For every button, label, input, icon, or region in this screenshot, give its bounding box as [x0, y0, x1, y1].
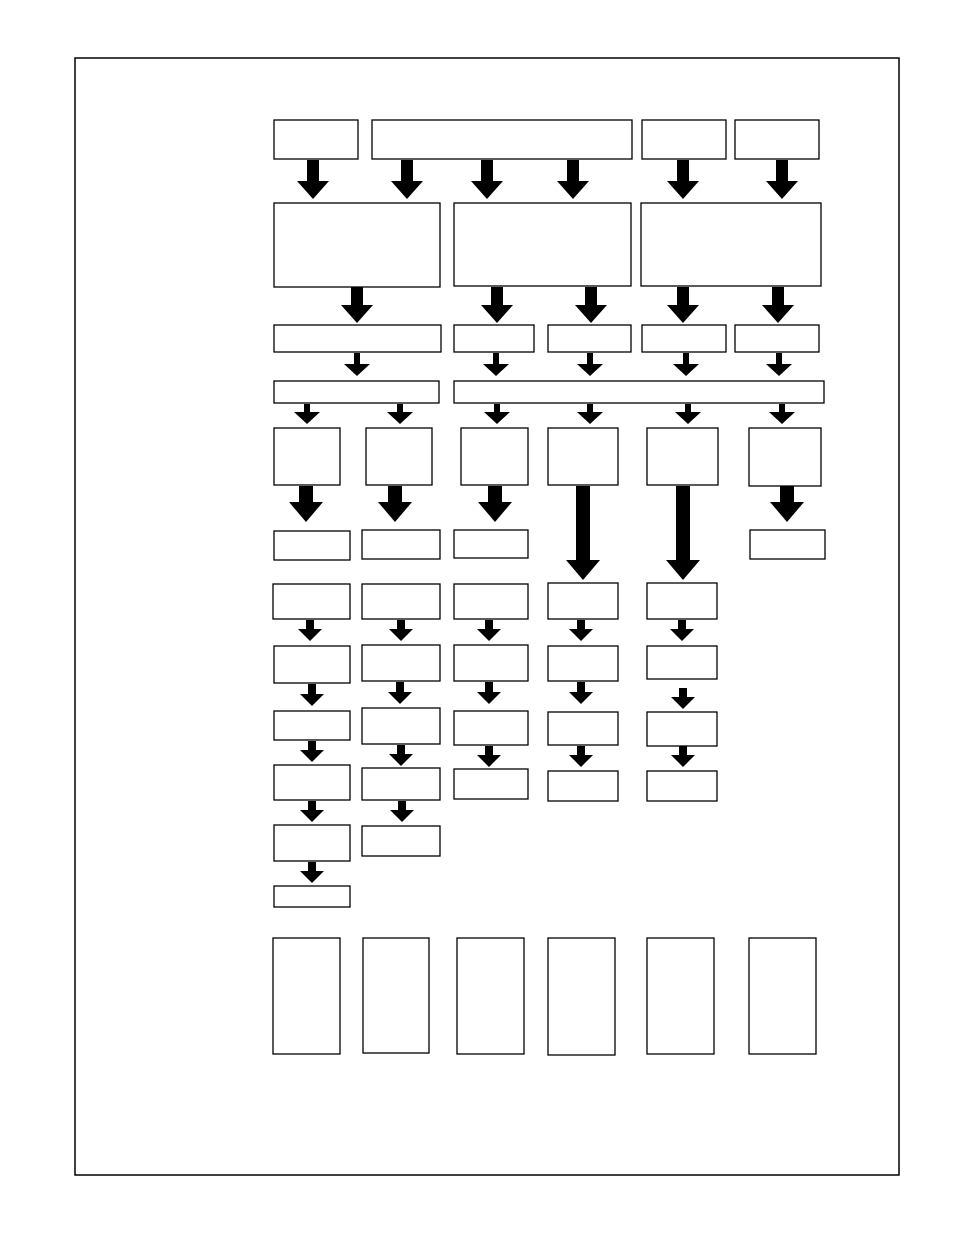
down-arrow-28 [666, 486, 700, 580]
down-arrow-20 [577, 404, 603, 424]
wide-bar-14 [454, 381, 824, 403]
stage-box-10 [548, 325, 631, 352]
down-arrow-6 [766, 160, 798, 199]
step-box-39 [647, 712, 717, 746]
step-box-28 [548, 583, 618, 619]
step-box-45 [274, 825, 350, 861]
step-box-37 [454, 711, 528, 745]
column-head-15 [274, 428, 340, 485]
down-arrow-3 [471, 160, 503, 199]
down-arrow-24 [378, 486, 412, 522]
down-arrow-17 [294, 404, 320, 424]
down-arrow-18 [387, 404, 413, 424]
column-head-17 [461, 428, 528, 485]
down-arrow-11 [762, 287, 794, 323]
step-box-43 [548, 771, 618, 801]
step-box-36 [362, 708, 440, 744]
down-arrow-9 [575, 287, 607, 323]
wide-bar-13 [274, 381, 439, 403]
terminal-box-48 [273, 938, 340, 1054]
down-arrow-36 [477, 682, 501, 704]
down-arrow-41 [477, 746, 501, 767]
down-arrow-14 [577, 353, 603, 376]
group-box-5 [274, 203, 440, 287]
flowchart-boxes [273, 120, 825, 1055]
down-arrow-7 [341, 287, 373, 323]
step-box-40 [274, 765, 350, 800]
terminal-box-49 [363, 938, 429, 1053]
down-arrow-23 [289, 486, 323, 522]
terminal-box-52 [647, 938, 714, 1054]
down-arrow-42 [569, 746, 593, 767]
down-arrow-16 [766, 353, 792, 376]
step-box-22 [362, 530, 440, 559]
stage-box-8 [274, 325, 441, 352]
down-arrow-40 [389, 745, 413, 766]
down-arrow-39 [300, 741, 324, 762]
source-box-4 [735, 120, 819, 159]
down-arrow-32 [569, 620, 593, 641]
down-arrow-29 [298, 620, 322, 641]
terminal-box-51 [548, 938, 615, 1055]
group-box-7 [641, 203, 821, 286]
down-arrow-25 [478, 486, 512, 522]
step-box-35 [274, 711, 350, 740]
down-arrow-45 [390, 801, 414, 822]
step-box-21 [274, 531, 350, 560]
column-head-18 [548, 428, 618, 485]
down-arrow-22 [769, 404, 795, 424]
step-box-46 [362, 826, 440, 856]
down-arrow-43 [671, 746, 695, 767]
down-arrow-13 [483, 353, 509, 376]
step-box-26 [362, 584, 440, 619]
down-arrow-21 [675, 404, 701, 424]
down-arrow-2 [391, 160, 423, 199]
source-box-1 [274, 120, 358, 159]
terminal-box-50 [457, 938, 524, 1054]
down-arrow-4 [557, 160, 589, 199]
step-box-41 [362, 768, 440, 800]
step-box-44 [647, 771, 717, 801]
step-box-47 [274, 886, 350, 907]
terminal-box-53 [749, 938, 816, 1054]
stage-box-11 [642, 325, 726, 352]
down-arrow-1 [297, 160, 329, 199]
down-arrow-37 [569, 682, 593, 704]
source-box-wide-2 [372, 120, 632, 159]
source-box-3 [642, 120, 726, 159]
down-arrow-12 [344, 353, 370, 376]
group-box-6 [454, 203, 631, 286]
down-arrow-35 [388, 682, 412, 704]
down-arrow-46 [300, 862, 324, 883]
down-arrow-38 [671, 688, 695, 709]
down-arrow-19 [484, 404, 510, 424]
down-arrow-10 [667, 287, 699, 323]
step-box-34 [647, 646, 717, 679]
step-box-24 [750, 530, 825, 559]
step-box-31 [362, 645, 440, 681]
down-arrow-26 [770, 486, 804, 522]
step-box-42 [454, 769, 528, 799]
step-box-29 [647, 583, 717, 619]
column-head-16 [366, 428, 432, 485]
step-box-33 [548, 646, 618, 681]
down-arrow-5 [667, 160, 699, 199]
step-box-32 [454, 645, 528, 681]
column-head-20 [749, 428, 821, 486]
step-box-25 [273, 584, 350, 619]
step-box-30 [274, 646, 350, 683]
down-arrow-27 [566, 486, 600, 580]
step-box-27 [454, 584, 528, 619]
down-arrow-44 [300, 801, 324, 822]
down-arrow-8 [481, 287, 513, 323]
down-arrow-33 [670, 620, 694, 641]
step-box-38 [548, 712, 618, 745]
step-box-23 [454, 530, 528, 558]
down-arrow-30 [389, 620, 413, 641]
stage-box-12 [735, 325, 819, 352]
down-arrow-34 [300, 684, 324, 706]
down-arrow-31 [477, 620, 501, 641]
down-arrow-15 [673, 353, 699, 376]
column-head-19 [647, 428, 718, 485]
stage-box-9 [454, 325, 534, 352]
